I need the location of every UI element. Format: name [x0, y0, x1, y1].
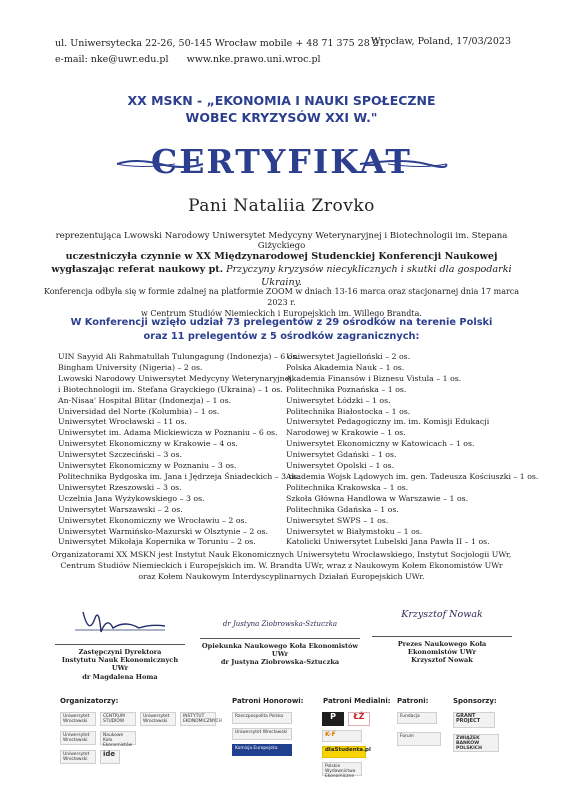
list-item: Politechnika Poznańska – 1 os.: [286, 384, 407, 394]
participation-text: [40, 250, 523, 289]
logo-media-p: P: [322, 712, 344, 726]
list-item: Uniwersytet Rzeszowski – 3 os.: [58, 482, 182, 492]
sponsors-label: Sponsorzy:: [453, 697, 497, 705]
logo-pwe: Polskie Wydawnictwa Ekonomiczne: [322, 762, 362, 776]
signature-homa: [55, 606, 185, 638]
list-item: Polska Akademia Nauk – 1 os.: [286, 362, 405, 372]
list-item: Uniwersytet Łódzki – 1 os.: [286, 395, 391, 405]
conference-title: [0, 92, 563, 126]
conference-details: [40, 286, 523, 319]
list-item: Uniwersytet Warszawski – 2 os.: [58, 504, 183, 514]
signature-caption: Krzysztof Nowak: [411, 656, 473, 665]
signature-caption: Zastępczyni Dyrektora: [78, 648, 162, 656]
list-item: Uniwersytet Warmińsko-Mazurski w Olsztynie – 2 os.: [58, 526, 269, 536]
stats-line-2: oraz 11 prelegentów z 5 ośrodków zagranicznych:: [143, 330, 420, 342]
organizers-label: Organizatorzy:: [60, 697, 119, 705]
organizers-line-1: Organizatorami XX MSKN jest Instytut Nauk Ekonomicznych Uniwersytetu Wrocławskiego, Instytut Socjologii UWr,: [51, 550, 512, 559]
list-item: Akademia Finansów i Biznesu Vistula – 1 os.: [286, 373, 462, 383]
header-place-date: Wrocław, Poland, 17/03/2023: [370, 36, 511, 47]
certificate-heading: CERTYFIKAT: [151, 142, 412, 181]
logo-zbp: ZWIĄZEK BANKÓW POLSKICH: [453, 734, 499, 752]
list-item: Uniwersytet Ekonomiczny we Wrocławiu – 2 os.: [58, 515, 248, 525]
list-item: i Biotechnologii im. Stefana Grayckiego (Ukraina) – 1 os.: [58, 384, 283, 394]
logo-media-kf: K-F: [322, 730, 362, 742]
signature-caption: Opiekunka Naukowego Koła Ekonomistów UWr: [201, 642, 359, 659]
logo-dlastudenta: dlaStudenta.pl: [322, 746, 366, 758]
participation-stats: [40, 316, 523, 343]
patrons-label: Patroni:: [397, 697, 429, 705]
list-item: Uniwersytet Pedagogiczny im. im. Komisji Edukacji: [286, 417, 490, 427]
logo-rp: Rzeczpospolita Polska: [232, 712, 292, 724]
conference-details-line-1: Konferencja odbyła się w formie zdalnej na platformie ZOOM w dniach 13-16 marca oraz stacjonarnej dnia 17 marca 2023 r.: [43, 287, 520, 307]
conference-title-line-2: WOBEC KRYZYSÓW XXI W.": [185, 110, 378, 125]
stats-line-1: W Konferencji wzięło udział 73 prelegentów z 29 ośrodków na terenie Polski: [70, 317, 493, 328]
signature-nowak: Krzysztof Nowak: [401, 609, 483, 620]
list-item: UIN Sayyid Ali Rahmatullah Tulungagung (Indonezja) – 6 os.: [58, 352, 299, 361]
patrons-logos: [397, 712, 447, 746]
logo-fundacja: Fundacja: [397, 712, 437, 724]
media-patrons-label: Patroni Medialni:: [323, 697, 391, 705]
signature-caption: Instytutu Nauk Ekonomicznych UWr: [61, 656, 179, 673]
media-logos: [322, 712, 390, 779]
list-item: Politechnika Gdańska – 1 os.: [286, 504, 399, 514]
logo-forum: Forum: [397, 732, 441, 746]
organizers-text: [40, 550, 523, 582]
centers-list-left: [58, 352, 300, 548]
signature-caption: Prezes Naukowego Koła Ekonomistów UWr: [397, 640, 487, 657]
logo-nke: Naukowe Koło Ekonomistów: [100, 731, 136, 745]
list-item: Politechnika Krakowska – 1 os.: [286, 482, 409, 492]
list-item: Akademia Wojsk Lądowych im. gen. Tadeusza Kościuszki – 1 os.: [286, 471, 539, 481]
signature-caption: dr Magdalena Homa: [82, 672, 158, 681]
signature-block-nowak: [372, 602, 512, 665]
logo-uwr-honorary: Uniwersytet Wrocławski: [232, 728, 292, 740]
organizer-logos: [60, 712, 220, 764]
list-item: Uniwersytet Ekonomiczny w Krakowie – 4 os.: [58, 439, 238, 449]
logo-uwr: Uniwersytet Wrocławski: [60, 731, 96, 745]
logo-ide: ide: [100, 750, 120, 764]
list-item: Universidad del Norte (Kolumbia) – 1 os.: [58, 406, 220, 416]
list-item: Uniwersytet Opolski – 1 os.: [286, 461, 395, 471]
conference-details-line-2: w Centrum Studiów Niemieckich i Europejskich im. Willego Brandta.: [141, 309, 422, 318]
logo-centrum-studiow: CENTRUM STUDIÓW: [100, 712, 136, 726]
list-item: Uniwersytet im. Adama Mickiewicza w Poznaniu – 6 os.: [58, 428, 278, 438]
logo-komisja: Komisja Europejska: [232, 744, 292, 756]
list-item: Uniwersytet Mikołaja Kopernika w Toruniu – 2 os.: [58, 537, 256, 547]
organizers-line-2: Centrum Studiów Niemieckich i Europejskich im. W. Brandta UWr, wraz z Naukowym Kołem Ekonomistów UWr: [60, 560, 503, 570]
logo-grant-project: GRANT PROJECT: [453, 712, 495, 728]
logo-uwr: Uniwersytet Wrocławski: [60, 712, 96, 726]
logo-media-lz: ŁŻ: [348, 712, 370, 726]
participation-paper-title: Przyczyny kryzysów niecyklicznych i skutki dla gospodarki Ukrainy.: [226, 264, 512, 288]
list-item: Uniwersytet Ekonomiczny w Poznaniu – 3 os.: [58, 461, 237, 471]
signature-caption: dr Justyna Ziobrowska-Sztuczka: [220, 658, 340, 667]
honorary-patrons-label: Patroni Honorowi:: [232, 697, 304, 705]
list-item: Uniwersytet Ekonomiczny w Katowicach – 1 os.: [286, 439, 475, 449]
list-item: Bingham University (Nigeria) – 2 os.: [58, 362, 203, 372]
list-item: Szkoła Główna Handlowa w Warszawie – 1 os.: [286, 493, 469, 503]
recipient-name: Pani Nataliia Zrovko: [188, 196, 375, 216]
list-item: Uczelnia Jana Wyżykowskiego – 3 os.: [58, 493, 205, 503]
list-item: Uniwersytet w Białymstoku – 1 os.: [286, 526, 423, 536]
signature-block-homa: [55, 606, 185, 681]
honorary-logos: [232, 712, 312, 756]
header-address: ul. Uniwersytecka 22-26, 50-145 Wrocław mobile + 48 71 375 28 21,: [55, 38, 388, 49]
logo-instytut: INSTYTUT EKONOMICZNYCH: [180, 712, 216, 726]
sponsors-logos: [453, 712, 513, 752]
list-item: Uniwersytet Wrocławski – 11 os.: [58, 417, 187, 427]
logo-uwr: Uniwersytet Wrocławski: [140, 712, 176, 726]
logo-uwr: Uniwersytet Wrocławski: [60, 750, 96, 764]
list-item: Politechnika Białostocka – 1 os.: [286, 406, 411, 416]
list-item: Uniwersytet Gdański – 1 os.: [286, 450, 397, 460]
list-item: Uniwersytet Jagielloński – 2 os.: [286, 352, 411, 361]
organizers-line-3: oraz Kołem Naukowym Interdyscyplinarnych Działań Europejskich UWr.: [138, 571, 425, 581]
list-item: Katolicki Uniwersytet Lubelski Jana Pawła II – 1 os.: [286, 537, 490, 547]
list-item: An-Nisaa' Hospital Blitar (Indonezja) – 1 os.: [58, 395, 232, 405]
conference-title-line-1: XX MSKN - „EKONOMIA I NAUKI SPOŁECZNE: [127, 93, 436, 108]
signature-block-ziobrowska: [200, 614, 360, 667]
list-item: Uniwersytet SWPS – 1 os.: [286, 515, 389, 525]
signature-ziobrowska: dr Justyna Ziobrowska-Sztuczka: [222, 620, 338, 628]
header-contact: e-mail: nke@uwr.edu.pl www.nke.prawo.uni.wroc.pl: [55, 54, 321, 65]
representing-text: reprezentująca Lwowski Narodowy Uniwersytet Medycyny Weterynaryjnej i Biotechnologii im. Stepana Giżyckiego: [55, 231, 508, 251]
list-item: Uniwersytet Szczeciński – 3 os.: [58, 450, 182, 460]
list-item: Politechnika Bydgoska im. Jana i Jędrzeja Śniadeckich – 3 os.: [58, 471, 300, 481]
participation-bold: uczestniczyła czynnie w XX Międzynarodowej Studenckiej Konferencji Naukowej wygłaszając referat naukowy pt.: [51, 251, 498, 275]
list-item: Narodowej w Krakowie – 1 os.: [286, 428, 406, 438]
centers-list-right: [286, 352, 538, 548]
list-item: Lwowski Narodowy Uniwersytet Medycyny Weterynaryjnej: [58, 373, 292, 383]
